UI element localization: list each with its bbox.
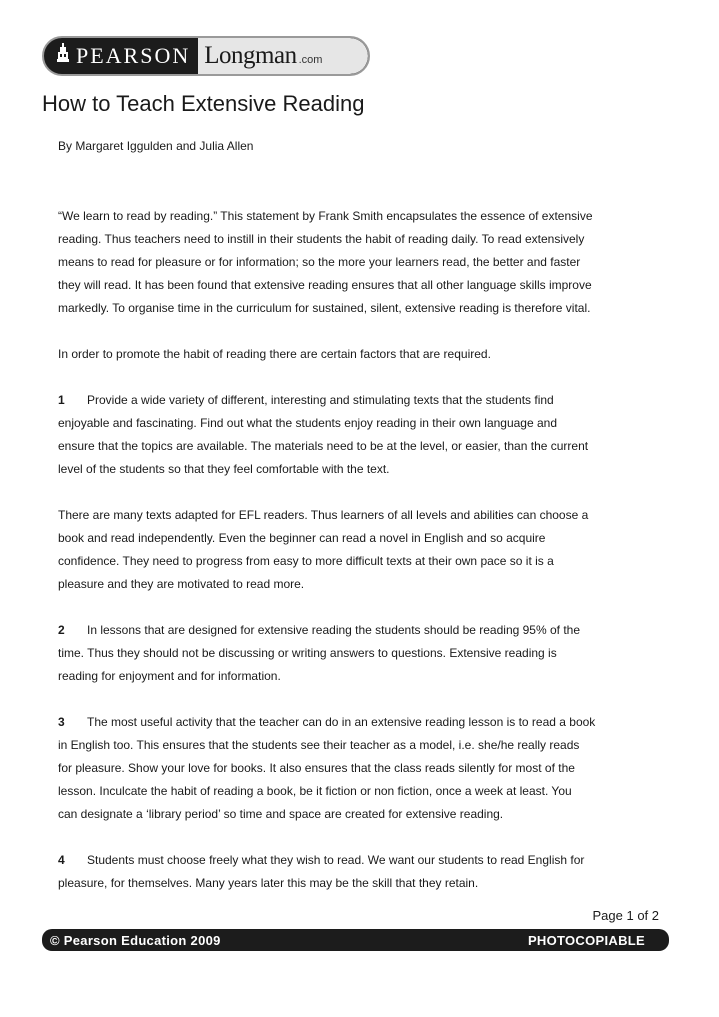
- paragraph-line-text: can designate a ‘library period’ so time and space are created for extensive reading.: [58, 807, 504, 821]
- paragraph-line: [58, 389, 668, 412]
- paragraph-line: [58, 803, 668, 826]
- numbered-paragraph: [58, 389, 668, 481]
- paragraph-line-text: lesson. Inculcate the habit of reading a book, be it fiction or non fiction, once a week at least. You: [58, 784, 572, 798]
- paragraph-line: [58, 228, 668, 251]
- paragraph-line: [58, 849, 668, 872]
- paragraph-line: [58, 711, 668, 734]
- paragraph-line-text: “We learn to read by reading.” This statement by Frank Smith encapsulates the essence of extensive: [58, 209, 593, 223]
- paragraph-line-text: In lessons that are designed for extensive reading the students should be reading 95% of the: [87, 623, 580, 637]
- paragraph-line: [58, 435, 668, 458]
- paragraph-line: [58, 458, 668, 481]
- paragraph-number: 2: [58, 623, 65, 637]
- paragraph: [58, 504, 668, 596]
- paragraph-line: [58, 343, 668, 366]
- paragraph-line: [58, 412, 668, 435]
- paragraph-line: [58, 734, 668, 757]
- paragraph-line: [58, 527, 668, 550]
- paragraph-line: [58, 251, 668, 274]
- paragraph-line: [58, 297, 668, 320]
- paragraph-line: [58, 573, 668, 596]
- paragraph-line-text: reading. Thus teachers need to instill in their students the habit of reading daily. To read extensively: [58, 232, 585, 246]
- paragraph-line-text: for pleasure. Show your love for books. It also ensures that the class reads silently for most of the: [58, 761, 575, 775]
- logo-imprint-block: [198, 38, 368, 74]
- paragraph-line-text: level of the students so that they feel comfortable with the text.: [58, 462, 390, 476]
- pearson-longman-logo: [42, 36, 370, 76]
- paragraph-number: 1: [58, 393, 65, 407]
- paragraph-line-text: There are many texts adapted for EFL readers. Thus learners of all levels and abilities can choose a: [58, 508, 589, 522]
- paragraph-line-text: pleasure, for themselves. Many years later this may be the skill that they retain.: [58, 876, 479, 890]
- paragraph-line: [58, 205, 668, 228]
- photocopiable-label: PHOTOCOPIABLE: [527, 932, 645, 948]
- paragraph-line: [58, 872, 668, 895]
- logo-brand-text: PEARSON: [76, 43, 191, 68]
- numbered-paragraph: [58, 849, 668, 895]
- paragraph-line-text: Students must choose freely what they wish to read. We want our students to read English for: [87, 853, 585, 867]
- paragraph-line-text: confidence. They need to progress from easy to more difficult texts at their own pace so it is a: [58, 554, 554, 568]
- paragraph-line-text: in English too. This ensures that the students see their teacher as a model, i.e. she/he really reads: [58, 738, 580, 752]
- paragraph-line-text: ensure that the topics are available. The materials need to be at the level, or easier, than the current: [58, 439, 589, 453]
- paragraph-line-text: reading for enjoyment and for information.: [58, 669, 281, 683]
- document-body: [58, 205, 668, 918]
- paragraph-line-text: enjoyable and fascinating. Find out what the students enjoy reading in their own language and: [58, 416, 558, 430]
- footer-bar: [42, 929, 669, 951]
- logo-brand-block: [44, 38, 198, 74]
- paragraph-line-text: book and read independently. Even the beginner can read a novel in English and so acquire: [58, 531, 546, 545]
- paragraph-line: [58, 619, 668, 642]
- paragraph-number: 4: [58, 853, 65, 867]
- page-number: Page 1 of 2: [592, 908, 659, 923]
- paragraph-line-text: time. Thus they should not be discussing or writing answers to questions. Extensive reading is: [58, 646, 557, 660]
- paragraph-line: [58, 757, 668, 780]
- paragraph: [58, 343, 668, 366]
- paragraph-line-text: Provide a wide variety of different, interesting and stimulating texts that the students find: [87, 393, 554, 407]
- paragraph-line-text: The most useful activity that the teacher can do in an extensive reading lesson is to read a book: [87, 715, 596, 729]
- paragraph-line-text: In order to promote the habit of reading there are certain factors that are required.: [58, 347, 491, 361]
- paragraph-line: [58, 550, 668, 573]
- paragraph-line: [58, 780, 668, 803]
- paragraph-line-text: means to read for pleasure or for information; so the more your learners read, the better and faster: [58, 255, 581, 269]
- paragraph-number: 3: [58, 715, 65, 729]
- paragraph-line: [58, 504, 668, 527]
- paragraph: [58, 205, 668, 320]
- paragraph-line-text: pleasure and they are motivated to read more.: [58, 577, 305, 591]
- paragraph-line-text: they will read. It has been found that extensive reading ensures that all other language skills improve: [58, 278, 592, 292]
- logo-imprint-text: Longman: [204, 42, 297, 69]
- pearson-tower-icon: [56, 43, 70, 69]
- copyright-text: © Pearson Education 2009: [50, 932, 221, 948]
- document-title: How to Teach Extensive Reading: [42, 91, 365, 116]
- document-byline: By Margaret Iggulden and Julia Allen: [58, 139, 254, 153]
- paragraph-line: [58, 274, 668, 297]
- paragraph-line: [58, 642, 668, 665]
- numbered-paragraph: [58, 619, 668, 688]
- numbered-paragraph: [58, 711, 668, 826]
- paragraph-line: [58, 665, 668, 688]
- paragraph-line-text: markedly. To organise time in the curriculum for sustained, silent, extensive reading is therefore vital.: [58, 301, 591, 315]
- logo-suffix-text: .com: [298, 54, 323, 66]
